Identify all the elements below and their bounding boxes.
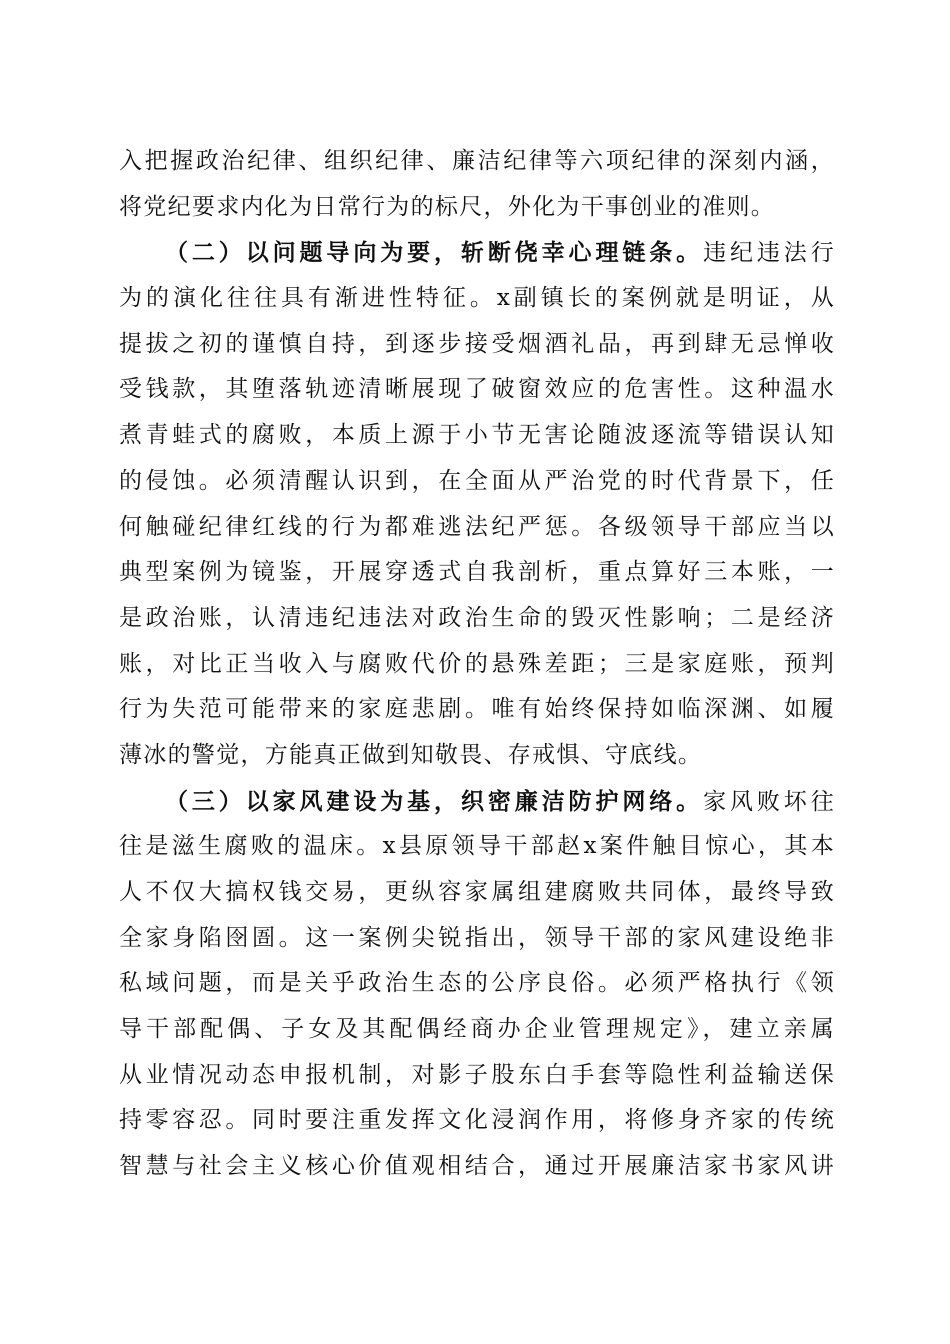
text-line: 受钱款，其堕落轨迹清晰展现了破窗效应的危害性。这种温水 <box>119 376 835 403</box>
text-line: 为的演化往往具有渐进性特征。x副镇长的案例就是明证，从 <box>119 285 835 312</box>
text-line: 私域问题，而是关乎政治生态的公序良俗。必须严格执行《领 <box>119 970 835 997</box>
section-2-paragraph <box>119 230 835 778</box>
text-line: 全家身陷囹圄。这一案例尖锐指出，领导干部的家风建设绝非 <box>119 924 835 951</box>
section-3-paragraph <box>119 779 835 1190</box>
text-line: 往是滋生腐败的温床。x县原领导干部赵x案件触目惊心，其本 <box>119 833 835 860</box>
section-heading-line <box>119 230 835 276</box>
text-line: 典型案例为镜鉴，开展穿透式自我剖析，重点算好三本账，一 <box>119 559 835 586</box>
text-line: 将党纪要求内化为日常行为的标尺，外化为干事创业的准则。 <box>119 193 776 220</box>
body-text <box>119 139 835 1190</box>
text-line: 行为失范可能带来的家庭悲剧。唯有始终保持如临深渊、如履 <box>119 696 835 723</box>
text-line: 持零容忍。同时要注重发挥文化浸润作用，将修身齐家的传统 <box>119 1107 835 1134</box>
section-heading-line <box>119 779 835 825</box>
text-line: 智慧与社会主义核心价值观相结合，通过开展廉洁家书家风讲 <box>119 1153 835 1180</box>
text-line: 煮青蛙式的腐败，本质上源于小节无害论随波逐流等错误认知 <box>119 422 835 449</box>
text-line: 薄冰的警觉，方能真正做到知敬畏、存戒惧、守底线。 <box>119 741 703 768</box>
text-line: 何触碰纪律红线的行为都难逃法纪严惩。各级领导干部应当以 <box>119 513 835 540</box>
text-line: 提拔之初的谨慎自持，到逐步接受烟酒礼品，再到肆无忌惮收 <box>119 330 835 357</box>
text-line: 是政治账，认清违纪违法对政治生命的毁灭性影响；二是经济 <box>119 604 835 631</box>
text-line: 入把握政治纪律、组织纪律、廉洁纪律等六项纪律的深刻内涵， <box>119 148 835 174</box>
text-line: 账，对比正当收入与腐败代价的悬殊差距；三是家庭账，预判 <box>119 650 835 677</box>
text-line: 人不仅大搞权钱交易，更纵容家属组建腐败共同体，最终导致 <box>119 879 835 905</box>
text-line: 的侵蚀。必须清醒认识到，在全面从严治党的时代背景下，任 <box>119 467 835 494</box>
section-2-heading: （二）以问题导向为要，斩断侥幸心理链条。 <box>165 239 704 267</box>
text-line: 从业情况动态申报机制，对影子股东白手套等隐性利益输送保 <box>119 1061 835 1088</box>
text-fragment: 家风败坏往 <box>703 788 835 815</box>
text-line: 导干部配偶、子女及其配偶经商办企业管理规定》，建立亲属 <box>119 1016 835 1043</box>
continuation-paragraph <box>119 139 835 230</box>
section-3-heading: （三）以家风建设为基，织密廉洁防护网络。 <box>165 787 704 815</box>
text-fragment: 违纪违法行 <box>703 240 835 267</box>
